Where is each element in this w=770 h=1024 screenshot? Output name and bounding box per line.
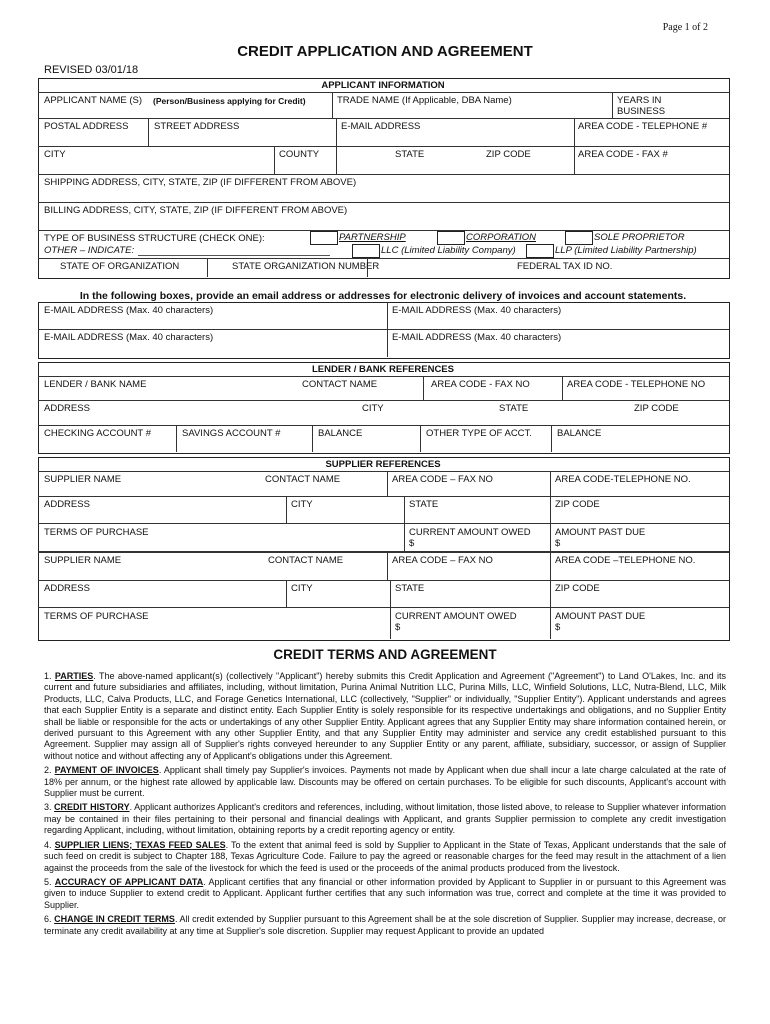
supplier-state-label-2: STATE <box>395 583 425 594</box>
form-title: CREDIT APPLICATION AND AGREEMENT <box>237 43 533 60</box>
email-field-3[interactable]: E-MAIL ADDRESS (Max. 40 characters) <box>44 332 214 343</box>
supplier-owed-dollar-2: $ <box>395 622 401 633</box>
sole-proprietor-checkbox[interactable] <box>565 231 593 245</box>
supplier-fax-label: AREA CODE – FAX NO <box>392 474 493 485</box>
state-organization-number-label: STATE ORGANIZATION NUMBER <box>232 261 380 272</box>
bank-city-label: CITY <box>362 403 384 414</box>
state-of-organization-label: STATE OF ORGANIZATION <box>60 261 180 272</box>
applicant-name-note: (Person/Business applying for Credit) <box>153 96 306 106</box>
email-field-2[interactable]: E-MAIL ADDRESS (Max. 40 characters) <box>392 305 562 316</box>
shipping-address-label: SHIPPING ADDRESS, CITY, STATE, ZIP (IF DIFFERENT FROM ABOVE) <box>44 177 357 188</box>
email-address-label: E-MAIL ADDRESS <box>341 121 421 132</box>
supplier-past-due-label: AMOUNT PAST DUE <box>555 527 646 538</box>
supplier-owed-label: CURRENT AMOUNT OWED <box>409 527 531 538</box>
supplier-owed-label-2: CURRENT AMOUNT OWED <box>395 611 517 622</box>
bank-fax-label: AREA CODE - FAX NO <box>431 379 530 390</box>
supplier-address-label-2: ADDRESS <box>44 583 90 594</box>
bank-name-label: LENDER / BANK NAME <box>44 379 147 390</box>
partnership-checkbox[interactable] <box>310 231 338 245</box>
supplier-section-title: SUPPLIER REFERENCES <box>325 459 441 470</box>
supplier-terms-label-2: TERMS OF PURCHASE <box>44 611 149 622</box>
bank-state-label: STATE <box>499 403 529 414</box>
term-heading: SUPPLIER LIENS; TEXAS FEED SALES <box>54 839 226 850</box>
applicant-name-label: APPLICANT NAME (S) <box>44 95 143 106</box>
supplier-state-label: STATE <box>409 499 439 510</box>
corporation-checkbox[interactable] <box>437 231 465 245</box>
page-number: Page 1 of 2 <box>662 22 708 33</box>
bank-phone-label: AREA CODE - TELEPHONE NO <box>567 379 706 390</box>
years-label: YEARS IN <box>617 95 662 106</box>
term-heading: CREDIT HISTORY <box>54 802 130 813</box>
term-paragraph: 4. SUPPLIER LIENS; TEXAS FEED SALES. To the extent that animal feed is sold by Supplier to Applicant in the State of Texas, Applicant understands that the sale of such feed on credit is subject to Chapter 188, Texas Agriculture Code. Failure to pay the agreed or reasonable charges for the feed may result in the attachment of a lien against the proceeds from the sale of the livestock for which the feed is used or the proceeds of the animal products produced from the livestock. <box>44 839 726 873</box>
supplier-owed-dollar: $ <box>409 538 415 549</box>
partnership-label: PARTNERSHIP <box>339 232 406 243</box>
sole-proprietor-label: SOLE PROPRIETOR <box>594 232 685 243</box>
state-label: STATE <box>395 149 425 160</box>
telephone-label: AREA CODE - TELEPHONE # <box>578 121 708 132</box>
city-label: CITY <box>44 149 66 160</box>
term-paragraph: 2. PAYMENT OF INVOICES. Applicant shall timely pay Supplier's invoices. Payments not made by Applicant when due shall incur a late charge calculated at the rate of 18% per annum, or the highest rate allowed by applicable law. Discounts may be offered on certain purchases. To be eligible for such discounts, Applicant's account with Supplier must be current. <box>44 765 726 799</box>
email-field-1[interactable]: E-MAIL ADDRESS (Max. 40 characters) <box>44 305 214 316</box>
terms-title: CREDIT TERMS AND AGREEMENT <box>273 647 497 662</box>
zip-label: ZIP CODE <box>486 149 531 160</box>
billing-address-label: BILLING ADDRESS, CITY, STATE, ZIP (IF DIFFERENT FROM ABOVE) <box>44 205 348 216</box>
supplier-zip-label: ZIP CODE <box>555 499 600 510</box>
supplier-past-due-dollar: $ <box>555 538 561 549</box>
other-indicate-label: OTHER – INDICATE: <box>44 245 135 256</box>
supplier-phone-label-2: AREA CODE –TELEPHONE NO. <box>555 555 696 566</box>
email-delivery-note: In the following boxes, provide an email address or addresses for electronic delivery of invoices and account statements. <box>79 290 687 302</box>
llc-label: LLC (Limited Liability Company) <box>381 245 516 256</box>
bank-contact-label: CONTACT NAME <box>302 379 378 390</box>
bank-zip-label: ZIP CODE <box>634 403 679 414</box>
supplier-city-label: CITY <box>291 499 313 510</box>
supplier-address-label: ADDRESS <box>44 499 90 510</box>
county-label: COUNTY <box>279 149 320 160</box>
business-structure-label: TYPE OF BUSINESS STRUCTURE (CHECK ONE): <box>44 233 265 244</box>
supplier-contact-label-2: CONTACT NAME <box>268 555 344 566</box>
term-paragraph: 1. PARTIES. The above-named applicant(s) (collectively "Applicant") hereby submits this Credit Application and Agreement ("Agreement") to Land O'Lakes, Inc. and its current and future subsidiaries and affiliates, including, without limitation, Purina Animal Nutrition LLC, Purina Mills, LLC, Winfield Solutions, LLC, Nutra-Blend, LLC, Milk Products, LLC, Calva Products, LLC, and Forage Genetics International, LLC (collectively, "Supplier" or individually, "Supplier Entity"). Applicant understands and agrees that each Supplier Entity is a separate and distinct entity. Each Supplier Entity is solely responsible for its respective undertakings and obligations, and no Supplier Entity shall be liable or responsible for the acts or undertakings of any other Supplier Entity. Applicant agrees that any Supplier Entity may share information contained herein, or derived pursuant to this Agreement with any other Supplier Entity, and that any Supplier Entity may administer and service any credit established pursuant to this Agreement. Supplier may assign all of Supplier's rights conveyed hereunder to any Supplier Entity or any parent, affiliate, subsidiary, successor, or assign of Supplier without notice and without affecting any of Applicant's obligations under this Agreement. <box>44 671 726 761</box>
balance-label: BALANCE <box>318 428 363 439</box>
postal-address-label: POSTAL ADDRESS <box>44 121 129 132</box>
llp-label: LLP (Limited Liability Partnership) <box>555 245 697 256</box>
terms-body <box>44 671 726 940</box>
supplier-zip-label-2: ZIP CODE <box>555 583 600 594</box>
street-address-label: STREET ADDRESS <box>154 121 240 132</box>
term-heading: PARTIES <box>54 671 94 681</box>
revised-date: REVISED 03/01/18 <box>44 64 139 76</box>
savings-account-label: SAVINGS ACCOUNT # <box>182 428 281 439</box>
term-heading: PAYMENT OF INVOICES <box>54 765 159 776</box>
supplier-contact-label: CONTACT NAME <box>265 474 341 485</box>
checking-account-label: CHECKING ACCOUNT # <box>44 428 151 439</box>
email-field-4[interactable]: E-MAIL ADDRESS (Max. 40 characters) <box>392 332 562 343</box>
term-heading: CHANGE IN CREDIT TERMS <box>54 914 175 925</box>
federal-tax-id-label: FEDERAL TAX ID NO. <box>517 261 613 272</box>
years-label-2: BUSINESS <box>617 106 666 117</box>
fax-label: AREA CODE - FAX # <box>578 149 668 160</box>
trade-name-label: TRADE NAME (If Applicable, DBA Name) <box>337 95 512 106</box>
supplier-fax-label-2: AREA CODE – FAX NO <box>392 555 493 566</box>
applicant-section-title: APPLICANT INFORMATION <box>321 80 445 91</box>
other-account-label: OTHER TYPE OF ACCT. <box>426 428 532 439</box>
term-paragraph: 6. CHANGE IN CREDIT TERMS. All credit extended by Supplier pursuant to this Agreement shall be at the sole discretion of Supplier. Supplier may increase, decrease, or terminate any credit availability at any time at Supplier's sole discretion. Supplier may request Applicant to provide an updated <box>44 914 726 936</box>
balance-label-2: BALANCE <box>557 428 602 439</box>
other-indicate-line[interactable] <box>138 255 330 256</box>
supplier-past-due-label-2: AMOUNT PAST DUE <box>555 611 646 622</box>
bank-address-label: ADDRESS <box>44 403 90 414</box>
supplier-past-due-dollar-2: $ <box>555 622 561 633</box>
term-paragraph: 5. ACCURACY OF APPLICANT DATA. Applicant certifies that any financial or other information provided by Applicant to Supplier in or pursuant to this Agreement was given to induce Supplier to extend credit to Applicant. Applicant further certifies that any such information was true, correct and complete at the time it was provided to Supplier. <box>44 876 726 910</box>
corporation-label: CORPORATION <box>466 232 537 243</box>
supplier-name-label-2: SUPPLIER NAME <box>44 555 122 566</box>
supplier-city-label-2: CITY <box>291 583 313 594</box>
supplier-name-label: SUPPLIER NAME <box>44 474 122 485</box>
supplier-phone-label: AREA CODE-TELEPHONE NO. <box>555 474 691 485</box>
llc-checkbox[interactable] <box>352 244 380 258</box>
term-heading: ACCURACY OF APPLICANT DATA <box>54 876 204 887</box>
llp-checkbox[interactable] <box>526 244 554 258</box>
term-paragraph: 3. CREDIT HISTORY. Applicant authorizes Applicant's creditors and references, including, without limitation, those listed above, to release to Supplier whatever information may be contained in their files pertaining to their personal and financial dealings with Applicant, and grants Supplier permission to complete any credit investigation regarding Applicant, including, without limitation, obtaining reports by a credit reporting agency or entity. <box>44 802 726 836</box>
supplier-terms-label: TERMS OF PURCHASE <box>44 527 149 538</box>
bank-section-title: LENDER / BANK REFERENCES <box>312 364 454 375</box>
